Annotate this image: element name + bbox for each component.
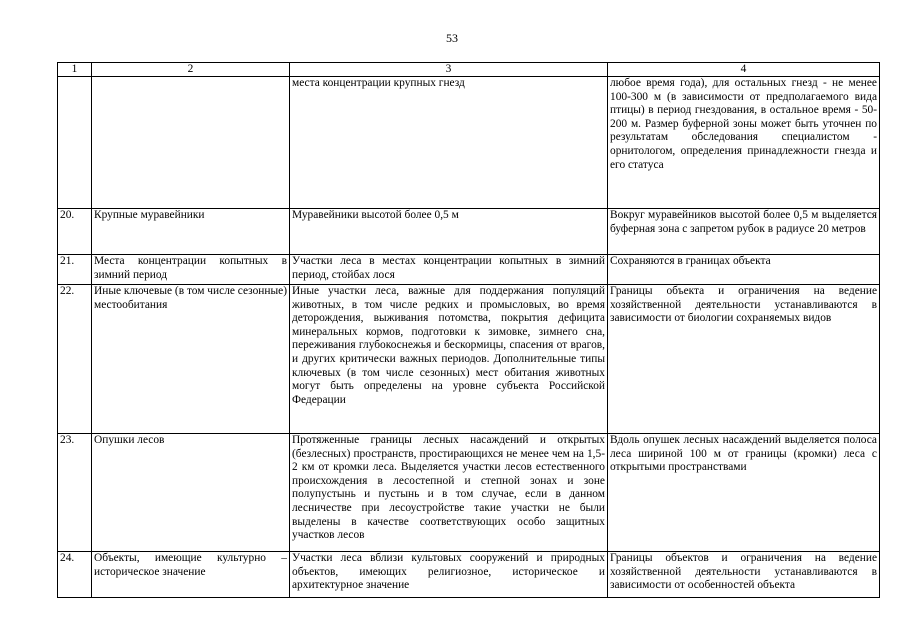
protection-measures: Границы объектов и ограничения на ведение хозяйственной деятельности устанавливаются в зависимости от особенностей объекта bbox=[608, 552, 880, 598]
object-name: Места концентрации копытных в зимний период bbox=[92, 255, 290, 285]
object-name: Объекты, имеющие культурно – историческое значение bbox=[92, 552, 290, 598]
object-name: Крупные муравейники bbox=[92, 209, 290, 255]
object-description: Участки леса вблизи культовых сооружений и природных объектов, имеющих религиозное, историческое и архитектурное значение bbox=[290, 552, 608, 598]
header-col-1: 1 bbox=[58, 63, 92, 77]
object-description: Муравейники высотой более 0,5 м bbox=[290, 209, 608, 255]
object-description: Протяженные границы лесных насаждений и открытых (безлесных) пространств, простирающихся не менее чем на 1,5-2 км от кромки леса. Выделяется участки лесов естественного происхождения в лесостепной и степной зонах и зоне полупустынь и пустынь и в том случае, если в данном лесничестве при лесоустройстве такие участки не были выделены в качестве соответствующих особо защитных участков лесов bbox=[290, 434, 608, 552]
object-name: Опушки лесов bbox=[92, 434, 290, 552]
protection-measures: Вокруг муравейников высотой более 0,5 м выделяется буферная зона с запретом рубок в радиусе 20 метров bbox=[608, 209, 880, 255]
object-name: Иные ключевые (в том числе сезонные) местообитания bbox=[92, 285, 290, 434]
page-number: 53 bbox=[446, 31, 458, 45]
object-description: места концентрации крупных гнезд bbox=[290, 77, 608, 209]
table-header-row bbox=[58, 63, 880, 77]
table-row bbox=[58, 285, 880, 434]
table-row bbox=[58, 209, 880, 255]
header-col-4: 4 bbox=[608, 63, 880, 77]
row-number: 22. bbox=[58, 285, 92, 434]
header-col-2: 2 bbox=[92, 63, 290, 77]
table-row bbox=[58, 552, 880, 598]
protection-measures: Вдоль опушек лесных насаждений выделяется полоса леса шириной 100 м от границы (кромки) леса с открытыми пространствами bbox=[608, 434, 880, 552]
row-number bbox=[58, 77, 92, 209]
object-description: Участки леса в местах концентрации копытных в зимний период, стойбах лося bbox=[290, 255, 608, 285]
protection-measures: Границы объекта и ограничения на ведение хозяйственной деятельности устанавливаются в зависимости от биологии сохраняемых видов bbox=[608, 285, 880, 434]
protection-measures: любое время года), для остальных гнезд - не менее 100-300 м (в зависимости от предполагаемого вида птицы) в период гнездования, в остальное время - 50-200 м. Размер буферной зоны может быть уточнен по результатам обследования специалистом - орнитологом, определения принадлежности гнезда и его статуса bbox=[608, 77, 880, 209]
row-number: 23. bbox=[58, 434, 92, 552]
document-table bbox=[57, 62, 880, 598]
protection-measures: Сохраняются в границах объекта bbox=[608, 255, 880, 285]
row-number: 20. bbox=[58, 209, 92, 255]
table-row bbox=[58, 77, 880, 209]
row-number: 24. bbox=[58, 552, 92, 598]
table-row bbox=[58, 255, 880, 285]
table-row bbox=[58, 434, 880, 552]
object-name bbox=[92, 77, 290, 209]
header-col-3: 3 bbox=[290, 63, 608, 77]
row-number: 21. bbox=[58, 255, 92, 285]
object-description: Иные участки леса, важные для поддержания популяций животных, в том числе редких и промысловых, во время деторождения, выживания потомства, покрытия дефицита минеральных кормов, подготовки к зимовке, зимнего сна, переживания глубокоснежья и бескормицы, спасения от врагов, и других критически важных периодов. Дополнительные типы ключевых (в том числе сезонных) мест обитания животных могут быть определены на уровне субъекта Российской Федерации bbox=[290, 285, 608, 434]
